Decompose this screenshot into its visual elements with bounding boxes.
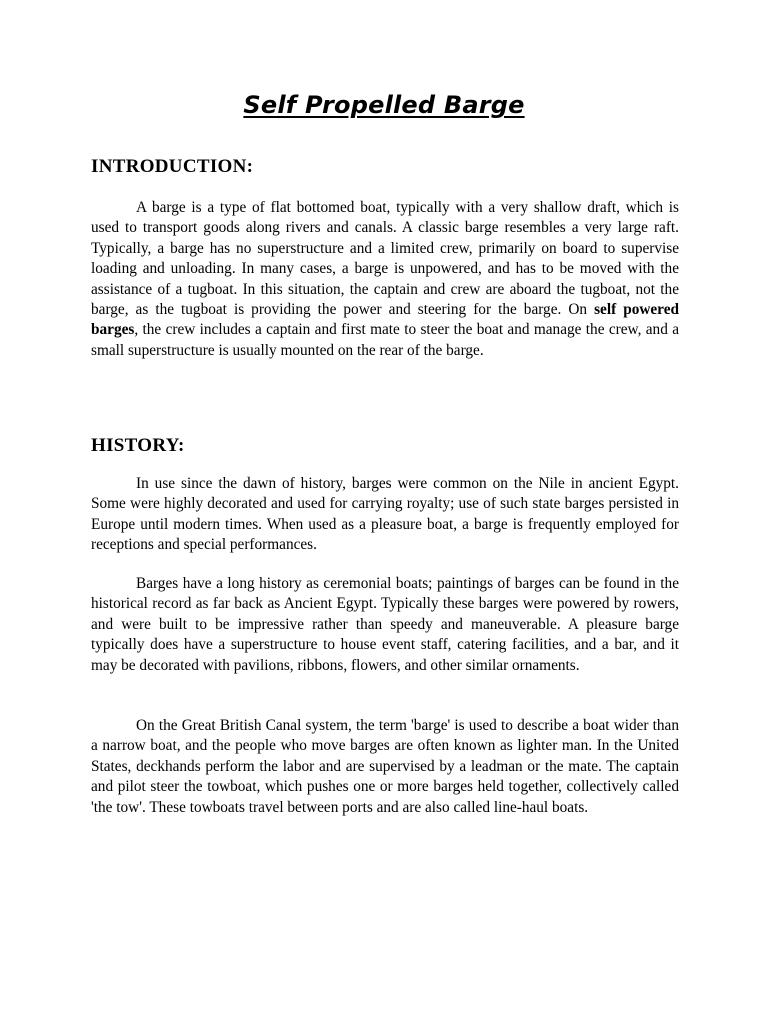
document-title: Self Propelled Barge	[243, 91, 525, 119]
history-paragraph-1	[91, 474, 679, 556]
history-paragraph-2	[91, 574, 679, 676]
history-paragraph-3	[91, 716, 679, 818]
paragraph-text: On the Great British Canal system, the term 'barge' is used to describe a boat wider than a narrow boat, and the people who move barges are often known as lighter man. In the United States, deckhands perform the labor and are supervised by a leadman or the mate. The captain and pilot steer the towboat, which pushes one or more barges held together, collectively called 'the tow'. These towboats travel between ports and are also called line-haul boats.	[91, 717, 679, 816]
section-heading-introduction: INTRODUCTION:	[91, 156, 254, 177]
intro-paragraph	[91, 198, 679, 361]
bold-term: self powered barges	[91, 301, 679, 339]
paragraph-text: , the crew includes a captain and first mate to steer the boat and manage the crew, and a small superstructure is usually mounted on the rear of the barge.	[91, 321, 679, 359]
paragraph-text: Barges have a long history as ceremonial boats; paintings of barges can be found in the historical record as far back as Ancient Egypt. Typically these barges were powered by rowers, and were built to be impressive rather than speedy and maneuverable. A pleasure barge typically does have a superstructure to house event staff, catering facilities, and a bar, and it may be decorated with pavilions, ribbons, flowers, and other similar ornaments.	[91, 575, 679, 674]
paragraph-text: A barge is a type of flat bottomed boat, typically with a very shallow draft, which is used to transport goods along rivers and canals. A classic barge resembles a very large raft. Typically, a barge has no superstructure and a limited crew, primarily on board to supervise loading and unloading. In many cases, a barge is unpowered, and has to be moved with the assistance of a tugboat. In this situation, the captain and crew are aboard the tugboat, not the barge, as the tugboat is providing the power and steering for the barge. On	[91, 199, 679, 319]
paragraph-text: In use since the dawn of history, barges were common on the Nile in ancient Egypt. Some were highly decorated and used for carrying royalty; use of such state barges persisted in Europe until modern times. When used as a pleasure boat, a barge is frequently employed for receptions and special performances.	[91, 475, 679, 554]
section-heading-history: HISTORY:	[91, 435, 185, 456]
